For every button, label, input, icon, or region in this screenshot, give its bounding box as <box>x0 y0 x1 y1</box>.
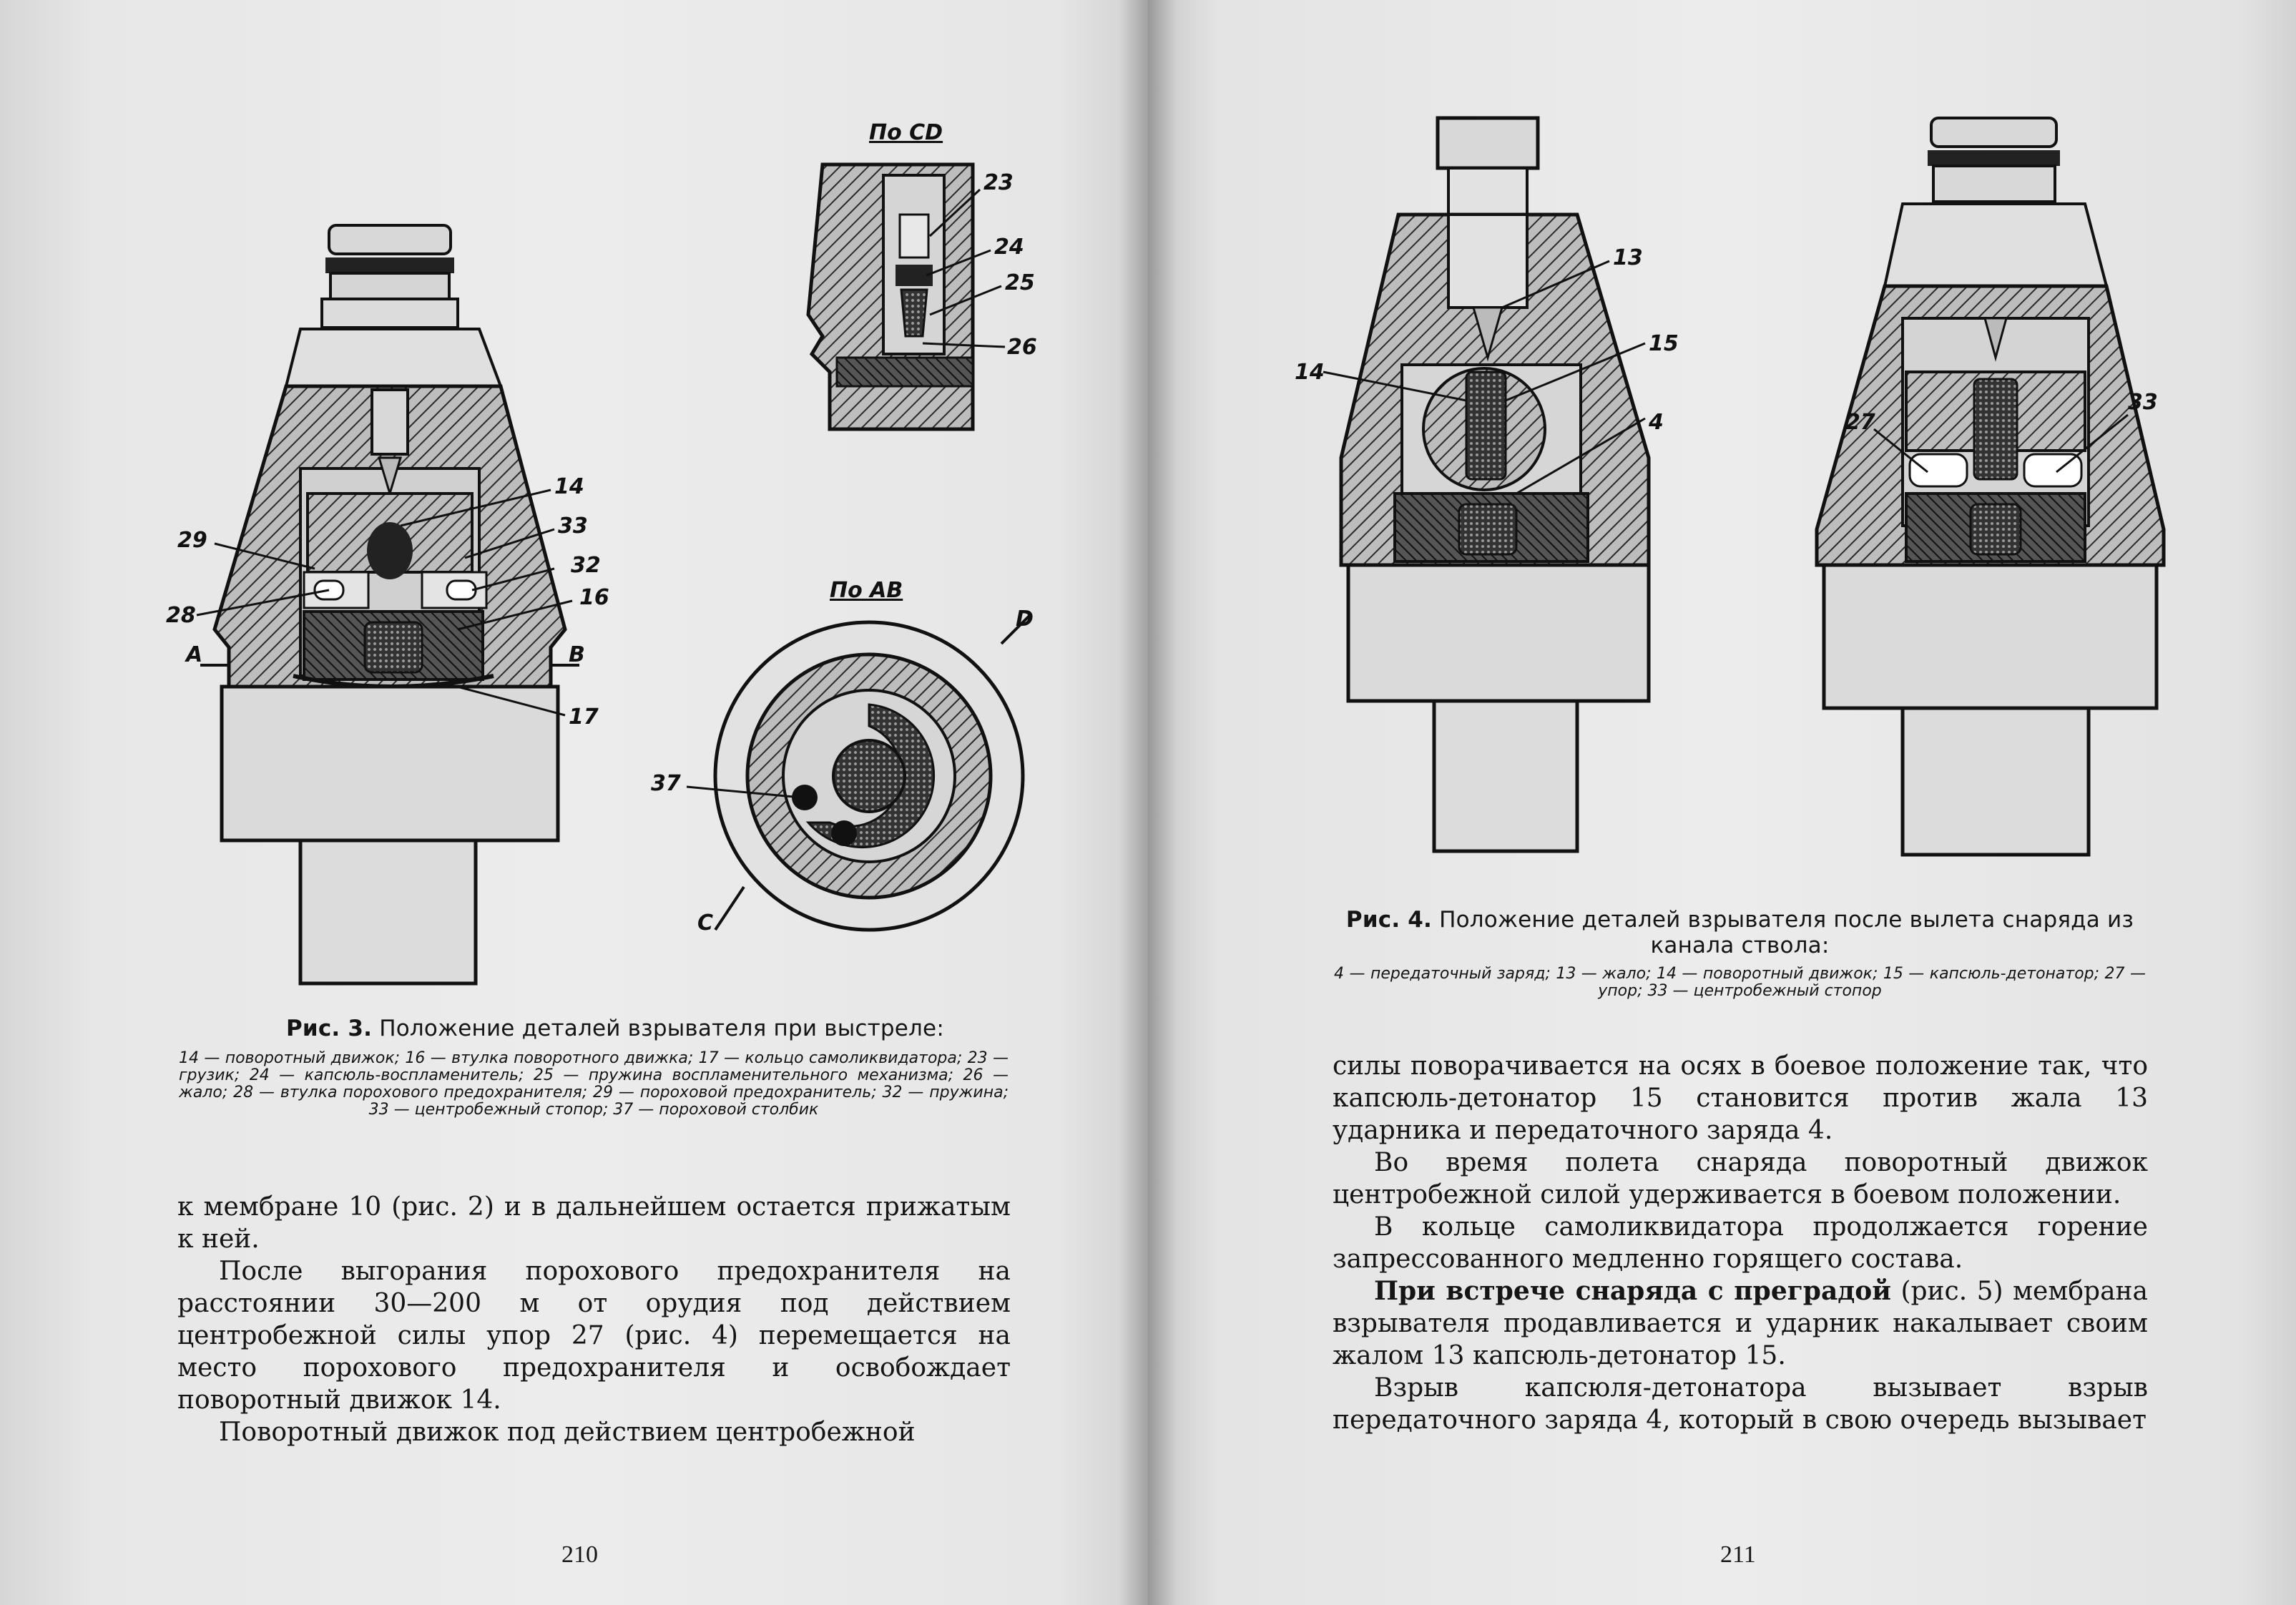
right-paragraph-4 <box>1333 1275 2148 1372</box>
right-paragraph-2: Во время полета снаряда поворотный движок центробежной силой удерживается в боевом положении. <box>1333 1148 2148 1209</box>
right-paragraph-1: силы поворачивается на осях в боевое положение так, что капсюль-детонатор 15 становится против жала 13 ударника и передаточного заряда 4. <box>1333 1051 2148 1145</box>
right-paragraph-5: Взрыв капсюля-детонатора вызывает взрыв передаточного заряда 4, который в свою очередь вызывает <box>1333 1373 2148 1435</box>
right-paragraph-3: В кольце самоликвидатора продолжается горение запрессованного медленно горящего состава. <box>1333 1212 2148 1274</box>
left-paragraph-1: к мембране 10 (рис. 2) и в дальнейшем остается прижатым к ней. <box>177 1192 1011 1254</box>
callout-27: 27 <box>1845 410 1875 435</box>
callout-23: 23 <box>983 170 1014 195</box>
right-paragraph-4-rest: (рис. 5) мембрана взрывателя продавливается и ударник накалывает своим жалом 13 капсюль-детонатор 15. <box>1333 1277 2148 1370</box>
callout-32: 32 <box>571 553 601 578</box>
callout-25: 25 <box>1005 270 1035 295</box>
figure-3-drawing <box>0 0 1148 1180</box>
right-page <box>1148 0 2296 1605</box>
fig3-caption-title <box>207 1016 1023 1041</box>
fig4-caption-label: Рис. 4. <box>1345 907 1433 933</box>
callout-37: 37 <box>651 771 681 796</box>
callout-14-fig4: 14 <box>1295 360 1325 385</box>
fuze-section-fig4-left <box>1341 118 1649 851</box>
section-ab-detail <box>715 615 1030 930</box>
label-A: A <box>186 642 203 667</box>
callout-33-fig4: 33 <box>2128 390 2158 415</box>
left-paragraph-2: После выгорания порохового предохранителя на расстоянии 30—200 м от орудия под действием центробежной силы упор 27 (рис. 4) перемещается на место порохового предохранителя и освобождает поворотный движок 14. <box>177 1257 1011 1415</box>
fig4-caption-text: Положение деталей взрывателя после вылета снаряда из канала ствола: <box>1439 907 2134 958</box>
label-C: C <box>697 911 714 936</box>
label-D: D <box>1016 607 1034 632</box>
section-cd-label: По CD <box>869 120 943 145</box>
left-page-number: 210 <box>561 1541 598 1568</box>
fig3-caption-legend: 14 — поворотный движок; 16 — втулка поворотного движка; 17 — кольцо самоликвидатора; 23 — грузик; 24 — капсюль-воспламенитель; 25 — пружина воспламенительного механизма; 26 — жало; 28 — втулка порохового предохранителя; 29 — пороховой предохранитель; 32 — пружина; 33 — центробежный стопор; 37 — пороховой столбик <box>179 1049 1009 1119</box>
section-ab-label: По AB <box>830 578 903 603</box>
figure-4-drawing <box>1148 0 2296 901</box>
callout-28: 28 <box>166 603 196 628</box>
left-paragraph-3: Поворотный движок под действием центробежной <box>219 1418 916 1447</box>
callout-33: 33 <box>558 514 588 539</box>
callout-4: 4 <box>1649 410 1664 435</box>
callout-14: 14 <box>554 474 584 499</box>
callout-13: 13 <box>1613 245 1643 270</box>
fig4-caption-title <box>1334 907 2146 958</box>
section-cd-detail <box>808 165 973 429</box>
callout-17: 17 <box>569 705 599 730</box>
callout-26: 26 <box>1007 335 1037 360</box>
fig3-caption-label: Рис. 3. <box>286 1016 373 1041</box>
callout-16: 16 <box>579 585 609 610</box>
callout-29: 29 <box>177 528 207 553</box>
right-page-number: 211 <box>1720 1541 1756 1568</box>
callout-24: 24 <box>994 235 1024 260</box>
label-B: B <box>569 642 585 667</box>
callout-15: 15 <box>1649 331 1679 356</box>
fig3-caption-text: Положение деталей взрывателя при выстреле: <box>379 1016 944 1041</box>
fig4-caption-legend: 4 — передаточный заряд; 13 — жало; 14 — поворотный движок; 15 — капсюль-детонатор; 27 — упор; 33 — центробежный стопор <box>1334 965 2146 1000</box>
fuze-section-fig4-right <box>1817 118 2164 855</box>
right-paragraph-4-lead: При встрече снаряда с преградой <box>1374 1276 1891 1306</box>
left-page-body <box>177 1191 1011 1448</box>
right-page-body <box>1333 1050 2148 1436</box>
